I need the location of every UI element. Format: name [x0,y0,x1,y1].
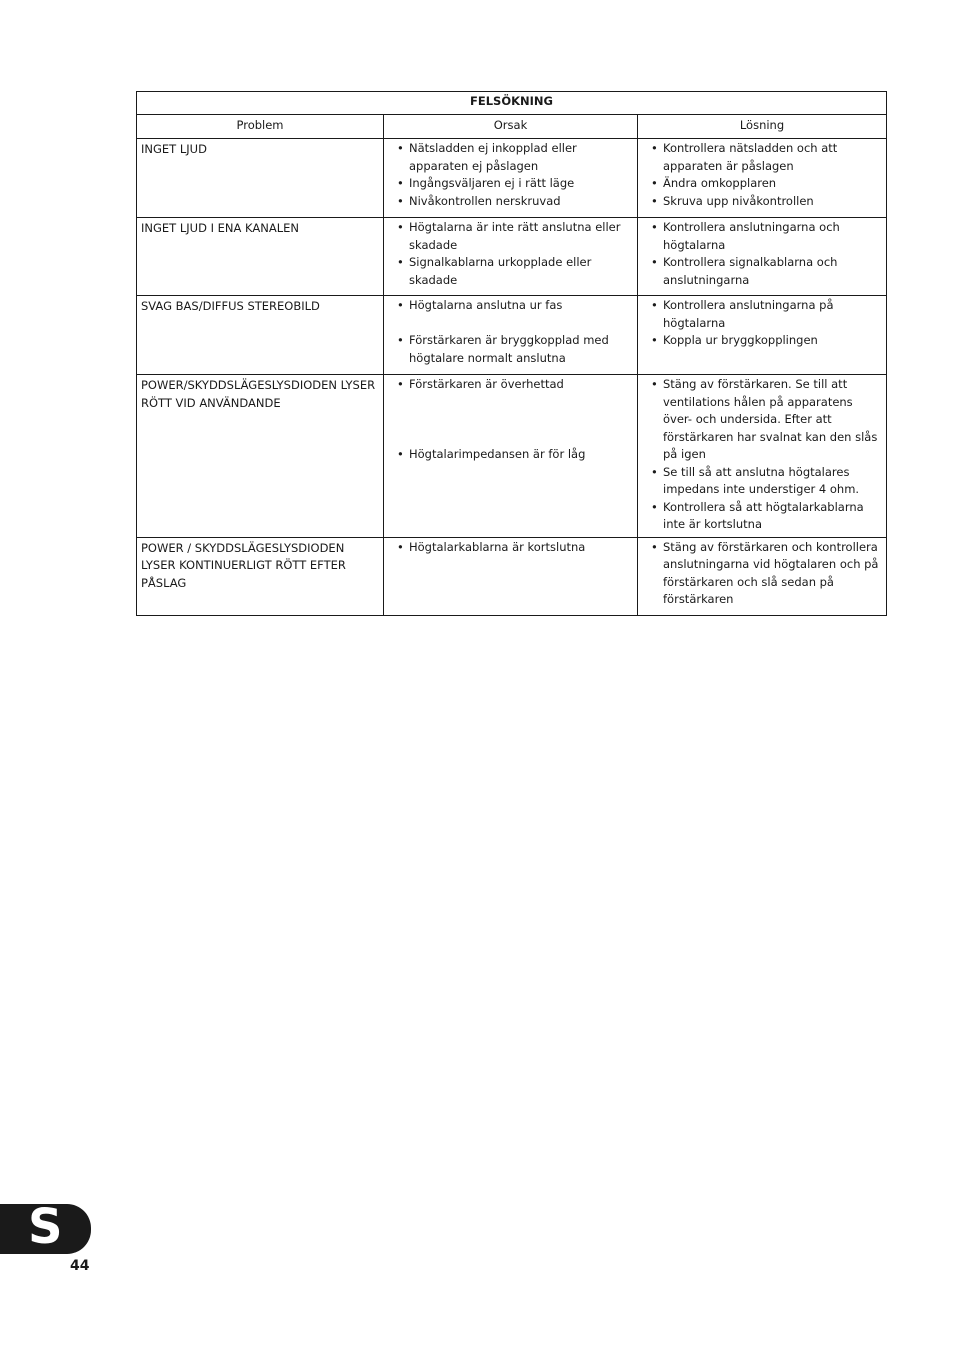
solution-item: • Kontrollera anslutningarna på högtalarna [648,297,882,332]
table-row [137,296,887,375]
cause-item: • Nivåkontrollen nerskruvad [394,193,633,211]
solution-cell [638,537,887,615]
solution-cell [638,296,887,375]
table-title-row [137,92,887,115]
table-header-row [137,114,887,139]
troubleshooting-table [136,91,887,616]
table-row [137,537,887,615]
cause-cell [384,218,638,296]
header-problem: Problem [137,114,384,139]
cause-cell [384,375,638,538]
cause-item: • Nätsladden ej inkopplad eller apparaten ej påslagen [394,140,633,175]
table-row [137,375,887,538]
solution-cell [638,139,887,218]
cause-cell [384,296,638,375]
cause-item: • Högtalarkablarna är kortslutna [394,539,633,557]
problem-cell: POWER/SKYDDSLÄGESLYSDIODEN LYSER RÖTT VID ANVÄNDANDE [137,375,384,538]
cause-item: • Ingångsväljaren ej i rätt läge [394,175,633,193]
header-orsak: Orsak [384,114,638,139]
cause-cell [384,537,638,615]
cause-item: • Högtalarimpedansen är för låg [394,446,633,464]
problem-cell: INGET LJUD I ENA KANALEN [137,218,384,296]
problem-cell: INGET LJUD [137,139,384,218]
solution-item: • Koppla ur bryggkopplingen [648,332,882,350]
cause-item: • Högtalarna är inte rätt anslutna eller skadade [394,219,633,254]
problem-cell: SVAG BAS/DIFFUS STEREOBILD [137,296,384,375]
solution-item: • Stäng av förstärkaren och kontrollera anslutningarna vid högtalaren och på förstärkaren och slå sedan på förstärkaren [648,539,882,609]
problem-cell: POWER / SKYDDSLÄGESLYSDIODEN LYSER KONTINUERLIGT RÖTT EFTER PÅSLAG [137,537,384,615]
solution-item: • Kontrollera anslutningarna och högtalarna [648,219,882,254]
solution-cell [638,218,887,296]
cause-item: • Högtalarna anslutna ur fas [394,297,633,315]
solution-item: • Skruva upp nivåkontrollen [648,193,882,211]
cause-cell [384,139,638,218]
solution-item: • Se till så att anslutna högtalares impedans inte understiger 4 ohm. [648,464,882,499]
solution-item: • Kontrollera signalkablarna och anslutningarna [648,254,882,289]
cause-item: • Signalkablarna urkopplade eller skadade [394,254,633,289]
solution-item: • Ändra omkopplaren [648,175,882,193]
header-losning: Lösning [638,114,887,139]
cause-item: • Förstärkaren är bryggkopplad med högtalare normalt anslutna [394,332,633,367]
table-row [137,139,887,218]
cause-item: • Förstärkaren är överhettad [394,376,633,394]
solution-item: • Stäng av förstärkaren. Se till att ventilations hålen på apparatens över- och undersida. Efter att förstärkaren har svalnat kan den slås på igen [648,376,882,464]
solution-cell [638,375,887,538]
section-letter: S [28,1199,63,1255]
page-number: 44 [70,1258,90,1274]
solution-item: • Kontrollera nätsladden och att apparaten är påslagen [648,140,882,175]
solution-item: • Kontrollera så att högtalarkablarna inte är kortslutna [648,499,882,534]
table-row [137,218,887,296]
table-title: FELSÖKNING [137,92,887,115]
